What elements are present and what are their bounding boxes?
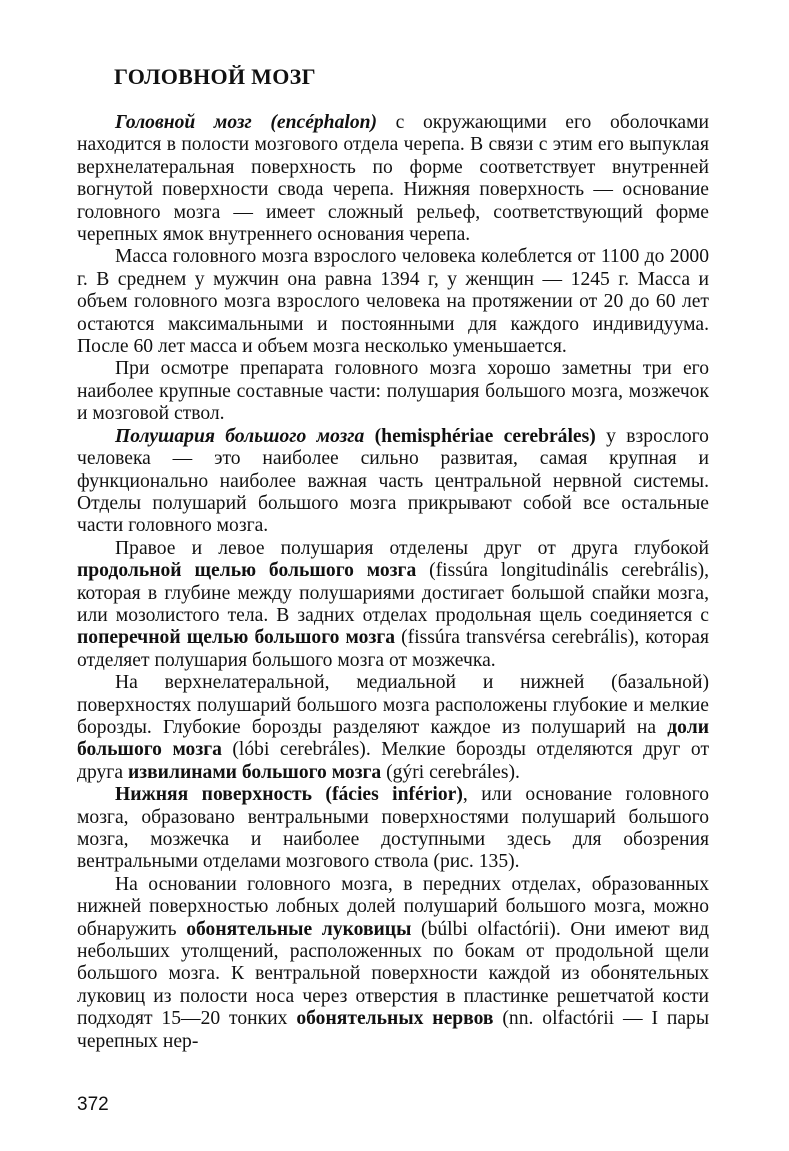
- text-run: (búlbi olfactórii). Они имеют вид небольших утолщений, расположенных по бокам от продольной щели большого мозга. К вентральной поверхности каждой из обонятельных луковиц из полости носа через отверстия в пластинке решетчатой кости подходят 15—20 тонких: [77, 918, 709, 1030]
- text-run: , или основание головного мозга, образовано вентральными поверхностями полушарий большого мозга, мозжечка и наиболее доступными здесь для обозрения вентральными отделами мозгового ствола (рис. 135).: [77, 784, 709, 873]
- paragraph: [77, 874, 709, 1053]
- text-run: На основании головного мозга, в передних отделах, образованных нижней поверхностью лобных долей полушарий большого мозга, можно обнаружить: [77, 873, 709, 940]
- text-run: Масса головного мозга взрослого человека колеблется от 1100 до 2000 г. В среднем у мужчин она равна 1394 г, у женщин — 1245 г. Масса и объем головного мозга взрослого человека на протяжении от 20 до 60 лет остаются максимальными и постоянными для каждого индивидуума. После 60 лет масса и объем мозга несколько уменьшается.: [77, 246, 709, 358]
- paragraph: [77, 672, 709, 784]
- page-heading: ГОЛОВНОЙ МОЗГ: [114, 64, 316, 89]
- emphasized-term: обонятельных нервов: [296, 1008, 494, 1030]
- emphasized-term: доли большого мозга: [77, 716, 709, 761]
- emphasized-term: Нижняя поверхность (fácies inférior): [115, 784, 463, 806]
- text-run: На верхнелатеральной, медиальной и нижней (базальной) поверхностях полушарий большого мозга расположены глубокие и мелкие борозды. Глубокие борозды разделяют каждое из полушарий на: [77, 672, 709, 738]
- emphasized-term: обонятельные луковицы: [186, 918, 412, 940]
- page-number: 372: [77, 1094, 109, 1115]
- text-run: (lóbi cerebráles). Мелкие борозды отделяются друг от друга: [77, 739, 710, 783]
- emphasized-term: Головной мозг (encéphalon): [115, 112, 378, 133]
- text-run: с окружающими его оболочками находится в полости мозгового отдела черепа. В связи с этим его выпуклая верхнелатеральная поверхность по форме соответствует внутренней вогнутой поверхности свода черепа. Нижняя поверхность — основание головного мозга — имеет сложный рельеф, соответствующий форме черепных ямок внутреннего основания черепа.: [77, 112, 709, 246]
- emphasized-term: (hemisphériae cerebráles): [374, 425, 596, 447]
- paragraph: [77, 426, 709, 538]
- text-run: Правое и левое полушария отделены друг от друга глубокой: [115, 537, 709, 559]
- emphasized-term: продольной щелью большого мозга: [77, 560, 417, 582]
- body-text: [77, 112, 709, 1053]
- text-run: (fissúra longitudinális cerebrális), которая в глубине между полушариями достигает большой спайки мозга, или мозолистого тела. В задних отделах продольная щель соединяется с: [77, 560, 709, 626]
- emphasized-term: поперечной щелью большого мозга: [77, 627, 396, 649]
- text-run: (fissúra transvérsa cerebrális), которая отделяет полушария большого мозга от мозжечка.: [77, 627, 709, 671]
- text-run: у взрослого человека — это наиболее сильно развитая, самая крупная и функционально наиболее важная часть центральной нервной системы. Отделы полушарий большого мозга прикрывают собой все остальные части головного мозга.: [77, 425, 709, 537]
- text-run: (gýri cerebráles).: [381, 761, 520, 783]
- paragraph: [77, 358, 709, 425]
- paragraph: [77, 784, 709, 874]
- text-run: При осмотре препарата головного мозга хорошо заметны три его наиболее крупные составные части: полушария большого мозга, мозжечок и мозговой ствол.: [77, 358, 709, 425]
- paragraph: [77, 112, 709, 246]
- emphasized-term: извилинами большого мозга: [127, 761, 382, 783]
- emphasized-term: Полушария большого мозга: [115, 425, 365, 447]
- paragraph: [77, 538, 709, 672]
- text-run: (nn. olfactórii — I пары черепных нер-: [77, 1008, 709, 1052]
- text-run: [364, 426, 374, 447]
- paragraph: [77, 246, 709, 358]
